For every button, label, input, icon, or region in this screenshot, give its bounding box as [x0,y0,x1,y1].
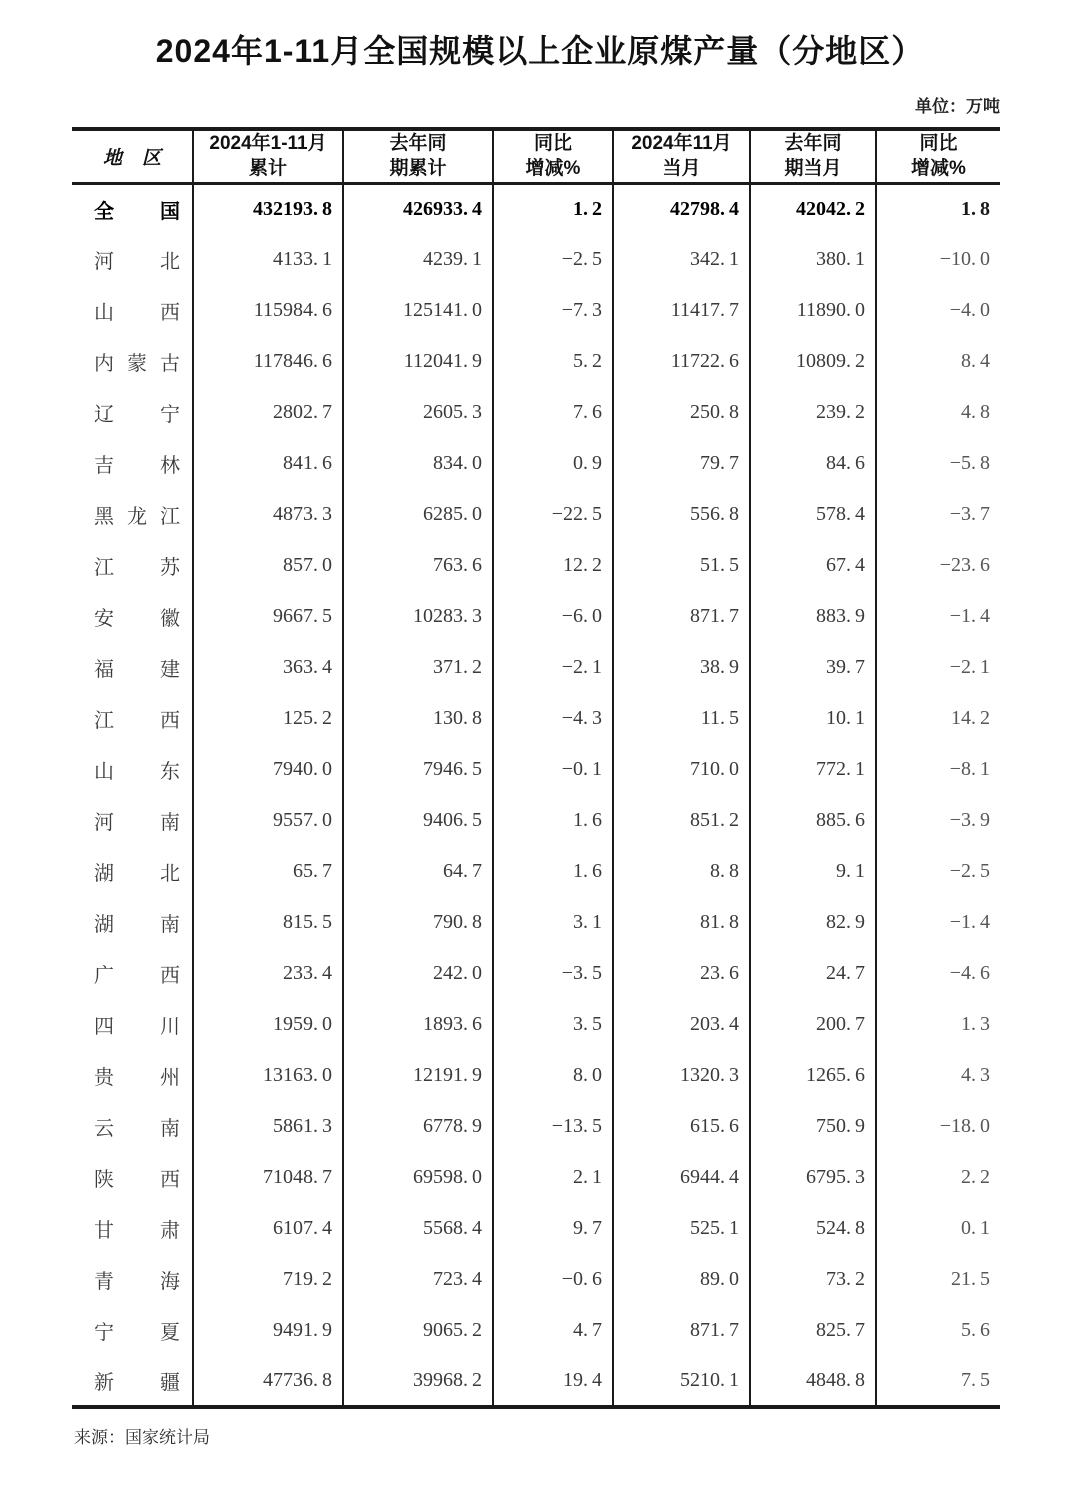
value-cell: 250. 8 [613,387,750,438]
value-cell: 23. 6 [613,948,750,999]
value-cell: 719. 2 [193,1254,343,1305]
value-cell: 14. 2 [950,707,990,729]
value-cell: 1320. 3 [613,1050,750,1101]
table-body [72,183,1000,1407]
value-cell: 8. 0 [493,1050,613,1101]
value-cell: −7. 3 [493,285,613,336]
value-cell: −6. 0 [493,591,613,642]
column-header: 2024年1-11月 累计 [193,129,343,183]
value-cell: 342. 1 [613,234,750,285]
value-cell: 89. 0 [613,1254,750,1305]
value-cell: 11890. 0 [750,285,876,336]
value-cell: −5. 8 [949,452,990,474]
table-row [72,846,1000,897]
region-cell [72,1101,193,1152]
region-cell [72,591,193,642]
region-name: 吉 林 [94,455,180,477]
value-cell: 7940. 0 [193,744,343,795]
value-cell: 9065. 2 [343,1305,493,1356]
region-name: 青 海 [94,1271,180,1293]
region-cell [72,336,193,387]
table-row [72,744,1000,795]
value-cell: 130. 8 [343,693,493,744]
value-cell: 825. 7 [750,1305,876,1356]
table-row [72,1254,1000,1305]
value-cell: 5861. 3 [193,1101,343,1152]
value-cell: 4. 8 [960,401,990,423]
value-cell: −0. 6 [493,1254,613,1305]
value-cell: 38. 9 [613,642,750,693]
table-row [72,948,1000,999]
region-name: 黑 龙 江 [94,506,180,528]
value-cell: 1959. 0 [193,999,343,1050]
region-name: 湖 南 [94,914,180,936]
region-name: 全 国 [94,200,180,223]
column-header: 同比 增减% [493,129,613,183]
region-cell [72,642,193,693]
value-cell: 3. 5 [493,999,613,1050]
value-cell: 857. 0 [193,540,343,591]
value-cell: 8. 4 [960,350,990,372]
value-cell: 1. 6 [493,846,613,897]
region-name: 内 蒙 古 [94,353,180,375]
region-cell [72,387,193,438]
value-cell: 13163. 0 [193,1050,343,1101]
value-cell: 723. 4 [343,1254,493,1305]
region-cell [72,846,193,897]
region-name: 新 疆 [94,1372,180,1394]
region-cell [72,489,193,540]
value-cell: −1. 4 [949,605,990,627]
value-cell: 1265. 6 [750,1050,876,1101]
value-cell: 4848. 8 [750,1356,876,1407]
value-cell: 9406. 5 [343,795,493,846]
region-name: 山 东 [94,761,180,783]
value-cell: 883. 9 [750,591,876,642]
table-header [72,129,1000,183]
table-row [72,285,1000,336]
region-name: 四 川 [94,1016,180,1038]
value-cell: −0. 1 [493,744,613,795]
value-cell: 79. 7 [613,438,750,489]
region-cell [72,540,193,591]
value-cell: 3. 1 [493,897,613,948]
value-cell: 73. 2 [750,1254,876,1305]
value-cell: 763. 6 [343,540,493,591]
region-name: 安 徽 [94,608,180,630]
table-row [72,540,1000,591]
value-cell: −18. 0 [939,1115,990,1137]
region-name: 山 西 [94,302,180,324]
value-cell: 112041. 9 [343,336,493,387]
value-cell: 7. 6 [493,387,613,438]
value-cell: 1893. 6 [343,999,493,1050]
value-cell: 2802. 7 [193,387,343,438]
value-cell: 65. 7 [193,846,343,897]
column-header: 去年同 期累计 [343,129,493,183]
value-cell: 6778. 9 [343,1101,493,1152]
region-cell [72,1152,193,1203]
table-row [72,387,1000,438]
value-cell: 790. 8 [343,897,493,948]
value-cell: 363. 4 [193,642,343,693]
value-cell: −4. 3 [493,693,613,744]
table-row [72,1203,1000,1254]
value-cell: 841. 6 [193,438,343,489]
value-cell: 239. 2 [750,387,876,438]
value-cell: 51. 5 [613,540,750,591]
value-cell: 4133. 1 [193,234,343,285]
value-cell: 432193. 8 [193,183,343,234]
value-cell: 39968. 2 [343,1356,493,1407]
table-row [72,336,1000,387]
value-cell: 556. 8 [613,489,750,540]
value-cell: 426933. 4 [343,183,493,234]
value-cell: 200. 7 [750,999,876,1050]
value-cell: 81. 8 [613,897,750,948]
value-cell: 851. 2 [613,795,750,846]
value-cell: 524. 8 [750,1203,876,1254]
value-cell: −2. 5 [949,860,990,882]
region-cell [72,1356,193,1407]
table-row [72,795,1000,846]
table-row [72,438,1000,489]
region-cell [72,183,193,234]
value-cell: 8. 8 [613,846,750,897]
value-cell: 5210. 1 [613,1356,750,1407]
value-cell: 117846. 6 [193,336,343,387]
region-name: 地 区 [103,147,161,169]
table-row [72,234,1000,285]
region-cell [72,285,193,336]
column-header [72,129,193,183]
region-name: 福 建 [94,659,180,681]
value-cell: 5. 6 [960,1319,990,1341]
region-name: 河 南 [94,812,180,834]
table-row [72,489,1000,540]
value-cell: 1. 3 [960,1013,990,1035]
region-cell [72,1305,193,1356]
value-cell: 82. 9 [750,897,876,948]
value-cell: 125. 2 [193,693,343,744]
value-cell: 5568. 4 [343,1203,493,1254]
region-cell [72,897,193,948]
value-cell: 380. 1 [750,234,876,285]
value-cell: 885. 6 [750,795,876,846]
value-cell: 525. 1 [613,1203,750,1254]
value-cell: 9. 7 [493,1203,613,1254]
table-row [72,1152,1000,1203]
value-cell: 4873. 3 [193,489,343,540]
value-cell: −10. 0 [939,248,990,270]
value-cell: 6285. 0 [343,489,493,540]
value-cell: 42798. 4 [613,183,750,234]
page-title: 2024年1-11月全国规模以上企业原煤产量（分地区） [155,33,925,69]
value-cell: −4. 6 [949,962,990,984]
unit-note: 单位：万吨 [915,97,1000,116]
region-cell [72,1203,193,1254]
value-cell: 71048. 7 [193,1152,343,1203]
value-cell: 7946. 5 [343,744,493,795]
table-row [72,693,1000,744]
value-cell: 772. 1 [750,744,876,795]
table-row [72,591,1000,642]
table-row [72,1050,1000,1101]
value-cell: 11. 5 [613,693,750,744]
value-cell: −13. 5 [493,1101,613,1152]
value-cell: 47736. 8 [193,1356,343,1407]
value-cell: 64. 7 [343,846,493,897]
value-cell: 750. 9 [750,1101,876,1152]
region-cell [72,1254,193,1305]
value-cell: 578. 4 [750,489,876,540]
value-cell: 9491. 9 [193,1305,343,1356]
value-cell: −22. 5 [493,489,613,540]
region-name: 贵 州 [94,1067,180,1089]
value-cell: 1. 6 [493,795,613,846]
region-name: 辽 宁 [94,404,180,426]
value-cell: 1. 2 [493,183,613,234]
value-cell: 10283. 3 [343,591,493,642]
value-cell: 710. 0 [613,744,750,795]
value-cell: 242. 0 [343,948,493,999]
value-cell: 615. 6 [613,1101,750,1152]
value-cell: 10809. 2 [750,336,876,387]
value-cell: 834. 0 [343,438,493,489]
table-row [72,1305,1000,1356]
value-cell: 2. 1 [493,1152,613,1203]
region-cell [72,693,193,744]
region-name: 江 苏 [94,557,180,579]
value-cell: 39. 7 [750,642,876,693]
value-cell: 815. 5 [193,897,343,948]
table-row [72,183,1000,234]
table-row [72,1101,1000,1152]
value-cell: 9667. 5 [193,591,343,642]
value-cell: −3. 5 [493,948,613,999]
value-cell: −4. 0 [949,299,990,321]
value-cell: 42042. 2 [750,183,876,234]
column-header: 2024年11月 当月 [613,129,750,183]
value-cell: −2. 1 [493,642,613,693]
table-row [72,999,1000,1050]
source-note: 来源：国家统计局 [74,1428,210,1447]
region-cell [72,948,193,999]
value-cell: 4239. 1 [343,234,493,285]
value-cell: 371. 2 [343,642,493,693]
region-name: 陕 西 [94,1169,180,1191]
value-cell: 84. 6 [750,438,876,489]
region-name: 甘 肃 [94,1220,180,1242]
region-cell [72,1050,193,1101]
value-cell: 21. 5 [950,1268,990,1290]
value-cell: 7. 5 [960,1369,990,1391]
value-cell: 24. 7 [750,948,876,999]
value-cell: 6795. 3 [750,1152,876,1203]
value-cell: 4. 3 [960,1064,990,1086]
region-cell [72,999,193,1050]
value-cell: 12. 2 [493,540,613,591]
value-cell: −3. 9 [949,809,990,831]
region-name: 江 西 [94,710,180,732]
value-cell: 9557. 0 [193,795,343,846]
value-cell: 67. 4 [750,540,876,591]
value-cell: −2. 1 [949,656,990,678]
value-cell: 203. 4 [613,999,750,1050]
value-cell: 11417. 7 [613,285,750,336]
value-cell: 871. 7 [613,591,750,642]
table-row [72,1356,1000,1407]
value-cell: 69598. 0 [343,1152,493,1203]
value-cell: 2. 2 [960,1166,990,1188]
value-cell: 0. 9 [493,438,613,489]
header-row [72,129,1000,183]
value-cell: 0. 1 [960,1217,990,1239]
value-cell: 6107. 4 [193,1203,343,1254]
region-cell [72,795,193,846]
value-cell: −23. 6 [939,554,990,576]
table-row [72,642,1000,693]
value-cell: 9. 1 [750,846,876,897]
region-name: 云 南 [94,1118,180,1140]
value-cell: −3. 7 [949,503,990,525]
coal-production-table [72,127,1000,1409]
region-name: 宁 夏 [94,1322,180,1344]
value-cell: 5. 2 [493,336,613,387]
region-cell [72,744,193,795]
value-cell: 4. 7 [493,1305,613,1356]
value-cell: 19. 4 [493,1356,613,1407]
region-name: 广 西 [94,965,180,987]
value-cell: −8. 1 [949,758,990,780]
value-cell: 6944. 4 [613,1152,750,1203]
region-cell [72,438,193,489]
value-cell: 233. 4 [193,948,343,999]
table-row [72,897,1000,948]
value-cell: 2605. 3 [343,387,493,438]
region-name: 湖 北 [94,863,180,885]
column-header: 去年同 期当月 [750,129,876,183]
value-cell: 12191. 9 [343,1050,493,1101]
value-cell: 125141. 0 [343,285,493,336]
region-cell [72,234,193,285]
value-cell: 871. 7 [613,1305,750,1356]
value-cell: 115984. 6 [193,285,343,336]
value-cell: 11722. 6 [613,336,750,387]
value-cell: 1. 8 [960,197,990,220]
value-cell: 10. 1 [750,693,876,744]
region-name: 河 北 [94,251,180,273]
value-cell: −2. 5 [493,234,613,285]
column-header: 同比 增减% [911,133,966,180]
value-cell: −1. 4 [949,911,990,933]
